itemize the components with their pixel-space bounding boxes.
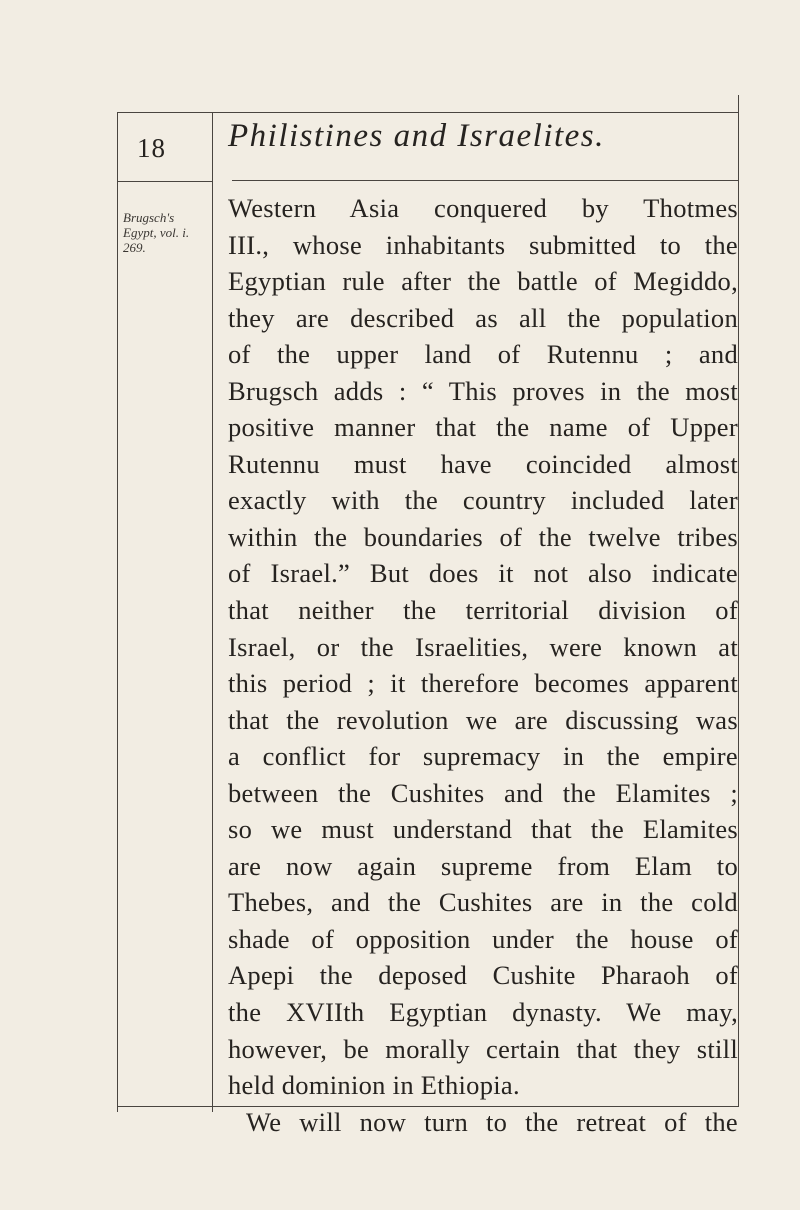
margin-note-line: Brugsch's bbox=[123, 210, 175, 225]
text-line: however, be morally certain that they still bbox=[228, 1033, 738, 1064]
text-line: III., whose inhabitants submitted to the bbox=[228, 229, 738, 260]
text-line: so we must understand that the Elamites bbox=[228, 814, 738, 845]
text-line: the XVIIth Egyptian dynasty. We may, bbox=[228, 997, 738, 1028]
text-line: between the Cushites and the Elamites ; bbox=[228, 777, 738, 808]
header-rule-right bbox=[232, 180, 738, 181]
right-outer-rule bbox=[738, 95, 739, 1107]
text-line: Apepi the deposed Cushite Pharaoh of bbox=[228, 960, 738, 991]
text-line: We will now turn to the retreat of the bbox=[246, 1106, 738, 1137]
margin-column-rule bbox=[212, 112, 213, 1112]
running-title: Philistines and Israelites. bbox=[228, 118, 605, 154]
text-line: that the revolution we are discussing was bbox=[228, 704, 738, 735]
text-line: Israel, or the Israelities, were known at bbox=[228, 631, 738, 662]
text-line: a conflict for supremacy in the empire bbox=[228, 741, 738, 772]
text-line: are now again supreme from Elam to bbox=[228, 850, 738, 881]
text-line: exactly with the country included later bbox=[228, 485, 738, 516]
text-line: Brugsch adds : “ This proves in the most bbox=[228, 375, 738, 406]
margin-note-line: 269. bbox=[123, 240, 146, 255]
text-line: Thebes, and the Cushites are in the cold bbox=[228, 887, 738, 918]
text-line: positive manner that the name of Upper bbox=[228, 412, 738, 443]
text-line: Rutennu must have coincided almost bbox=[228, 448, 738, 479]
text-line: this period ; it therefore becomes apparent bbox=[228, 668, 738, 699]
text-line: that neither the territorial division of bbox=[228, 595, 738, 626]
text-line: they are described as all the population bbox=[228, 302, 738, 333]
text-line: shade of opposition under the house of bbox=[228, 923, 738, 954]
margin-note-line: Egypt, vol. i. bbox=[123, 225, 190, 240]
margin-note bbox=[123, 210, 213, 255]
text-line: within the boundaries of the twelve tribes bbox=[228, 521, 738, 552]
page-number: 18 bbox=[137, 133, 166, 163]
top-rule bbox=[118, 112, 738, 113]
body-text bbox=[228, 190, 738, 1140]
text-line: Western Asia conquered by Thotmes bbox=[228, 193, 738, 223]
text-line: of the upper land of Rutennu ; and bbox=[228, 339, 738, 370]
header-rule-left bbox=[118, 181, 212, 182]
text-line: Egyptian rule after the battle of Megiddo, bbox=[228, 266, 738, 297]
left-outer-rule bbox=[117, 112, 118, 1112]
text-line: held dominion in Ethiopia. bbox=[228, 1070, 520, 1101]
text-line: of Israel.” But does it not also indicate bbox=[228, 558, 738, 589]
